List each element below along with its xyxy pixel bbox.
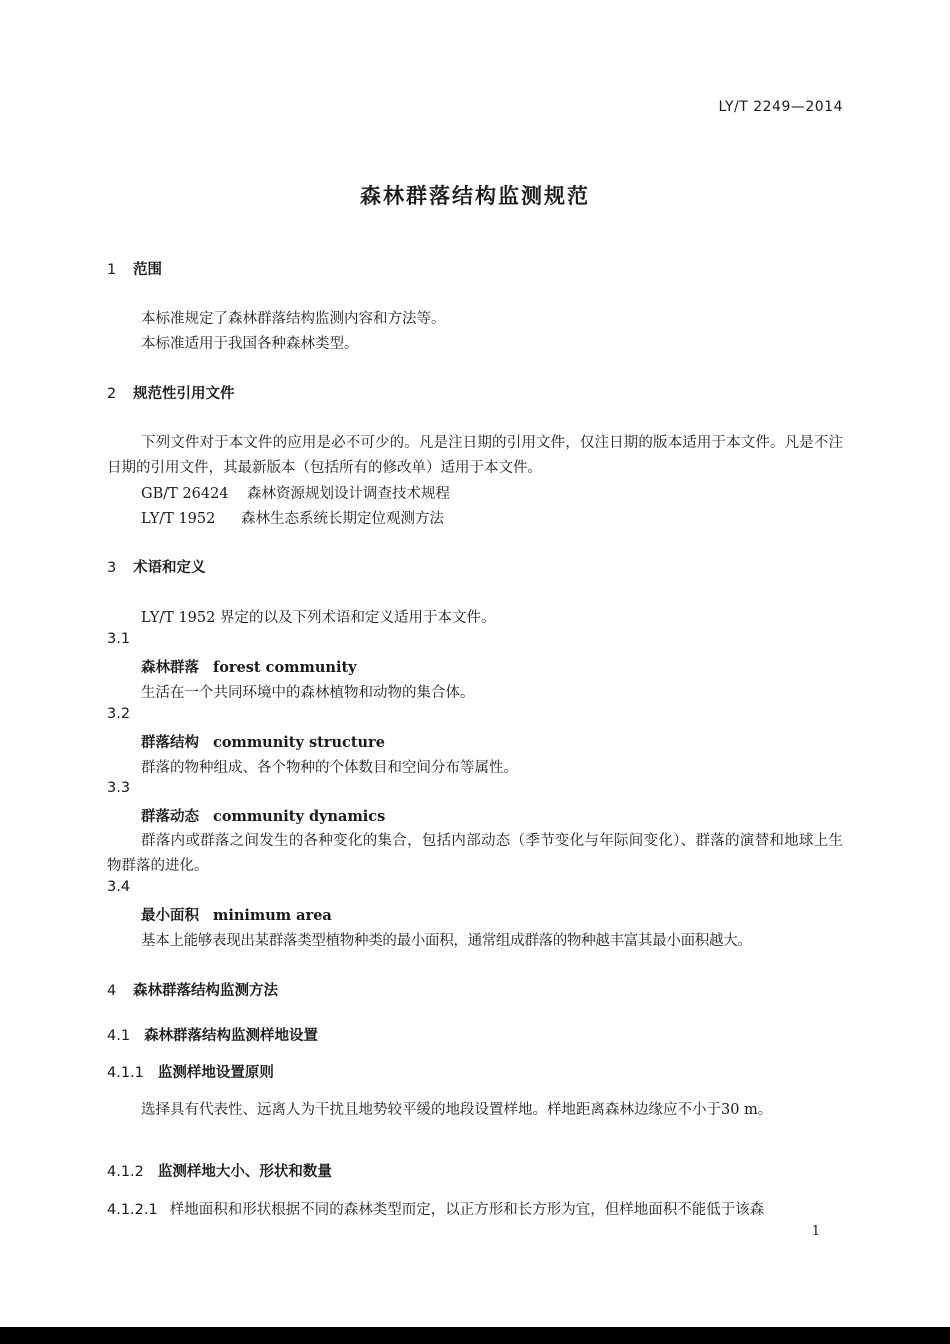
term-definition: 群落的物种组成、各个物种的个体数目和空间分布等属性。 (141, 760, 518, 776)
section-title: 范围 (133, 262, 162, 278)
section-number: 2 (107, 386, 117, 402)
term-heading (141, 805, 385, 826)
term-number: 3.4 (107, 879, 131, 895)
section-number: 4.1 (107, 1028, 131, 1044)
section-title: 监测样地设置原则 (157, 1065, 274, 1081)
section-number: 4.1.1 (107, 1065, 144, 1081)
term-number: 3.2 (107, 706, 131, 722)
reference-code: GB/T 26424 (141, 486, 229, 502)
subsection-4-1-2-heading (107, 1160, 332, 1181)
term-number: 3.3 (107, 780, 131, 796)
term-heading (141, 904, 332, 925)
term-number: 3.1 (107, 631, 131, 647)
term-chinese: 森林群落 (141, 660, 199, 676)
page-number: 1 (811, 1224, 820, 1239)
paragraph: 选择具有代表性、远离人为干扰且地势较平缓的地段设置样地。样地距离森林边缘应不小于30 m。 (141, 1102, 773, 1118)
paragraph: LY/T 1952 界定的以及下列术语和定义适用于本文件。 (141, 610, 496, 626)
section-number: 1 (107, 262, 117, 278)
subsection-4-1-1-heading (107, 1061, 274, 1082)
clause-4-1-2-1 (107, 1198, 764, 1219)
reference-title: 森林生态系统长期定位观测方法 (241, 511, 444, 527)
term-english: community dynamics (213, 808, 386, 825)
term-definition: 生活在一个共同环境中的森林植物和动物的集合体。 (141, 685, 475, 701)
term-definition: 群落内或群落之间发生的各种变化的集合，包括内部动态（季节变化与年际间变化）、群落的演替和地球上生物群落的进化。 (107, 833, 843, 874)
term-english: forest community (213, 659, 357, 676)
section-number: 4 (107, 983, 117, 999)
term-chinese: 群落结构 (141, 735, 199, 751)
term-heading (141, 656, 357, 677)
term-heading (141, 731, 385, 752)
reference-title: 森林资源规划设计调查技术规程 (247, 486, 450, 502)
clause-text: 样地面积和形状根据不同的森林类型而定，以正方形和长方形为宜，但样地面积不能低于该森 (169, 1202, 765, 1218)
section-number: 4.1.2 (107, 1164, 144, 1180)
clause-number: 4.1.2.1 (107, 1202, 158, 1218)
subsection-4-1-heading (107, 1024, 318, 1045)
term-english: minimum area (213, 907, 332, 924)
section-4-heading (107, 979, 278, 1000)
reference-item (141, 482, 450, 503)
paragraph: 本标准规定了森林群落结构监测内容和方法等。 (141, 311, 446, 327)
section-title: 森林群落结构监测方法 (133, 983, 278, 999)
section-2-heading (107, 382, 235, 403)
term-definition: 基本上能够表现出某群落类型植物种类的最小面积，通常组成群落的物种越丰富其最小面积越大。 (141, 933, 752, 949)
reference-code: LY/T 1952 (141, 511, 216, 527)
bottom-border (0, 1327, 950, 1344)
document-id: LY/T 2249—2014 (718, 99, 843, 115)
paragraph: 本标准适用于我国各种森林类型。 (141, 336, 359, 352)
term-chinese: 群落动态 (141, 809, 199, 825)
page-title: 森林群落结构监测规范 (360, 184, 590, 208)
section-1-heading (107, 258, 162, 279)
section-title: 规范性引用文件 (133, 386, 235, 402)
section-title: 监测样地大小、形状和数量 (157, 1164, 332, 1180)
section-number: 3 (107, 560, 117, 576)
section-title: 术语和定义 (133, 560, 206, 576)
section-title: 森林群落结构监测样地设置 (144, 1028, 319, 1044)
term-english: community structure (213, 734, 385, 751)
term-chinese: 最小面积 (141, 908, 199, 924)
reference-item (141, 507, 444, 528)
section-3-heading (107, 556, 206, 577)
paragraph: 下列文件对于本文件的应用是必不可少的。凡是注日期的引用文件，仅注日期的版本适用于本文件。凡是不注日期的引用文件，其最新版本（包括所有的修改单）适用于本文件。 (107, 435, 843, 476)
